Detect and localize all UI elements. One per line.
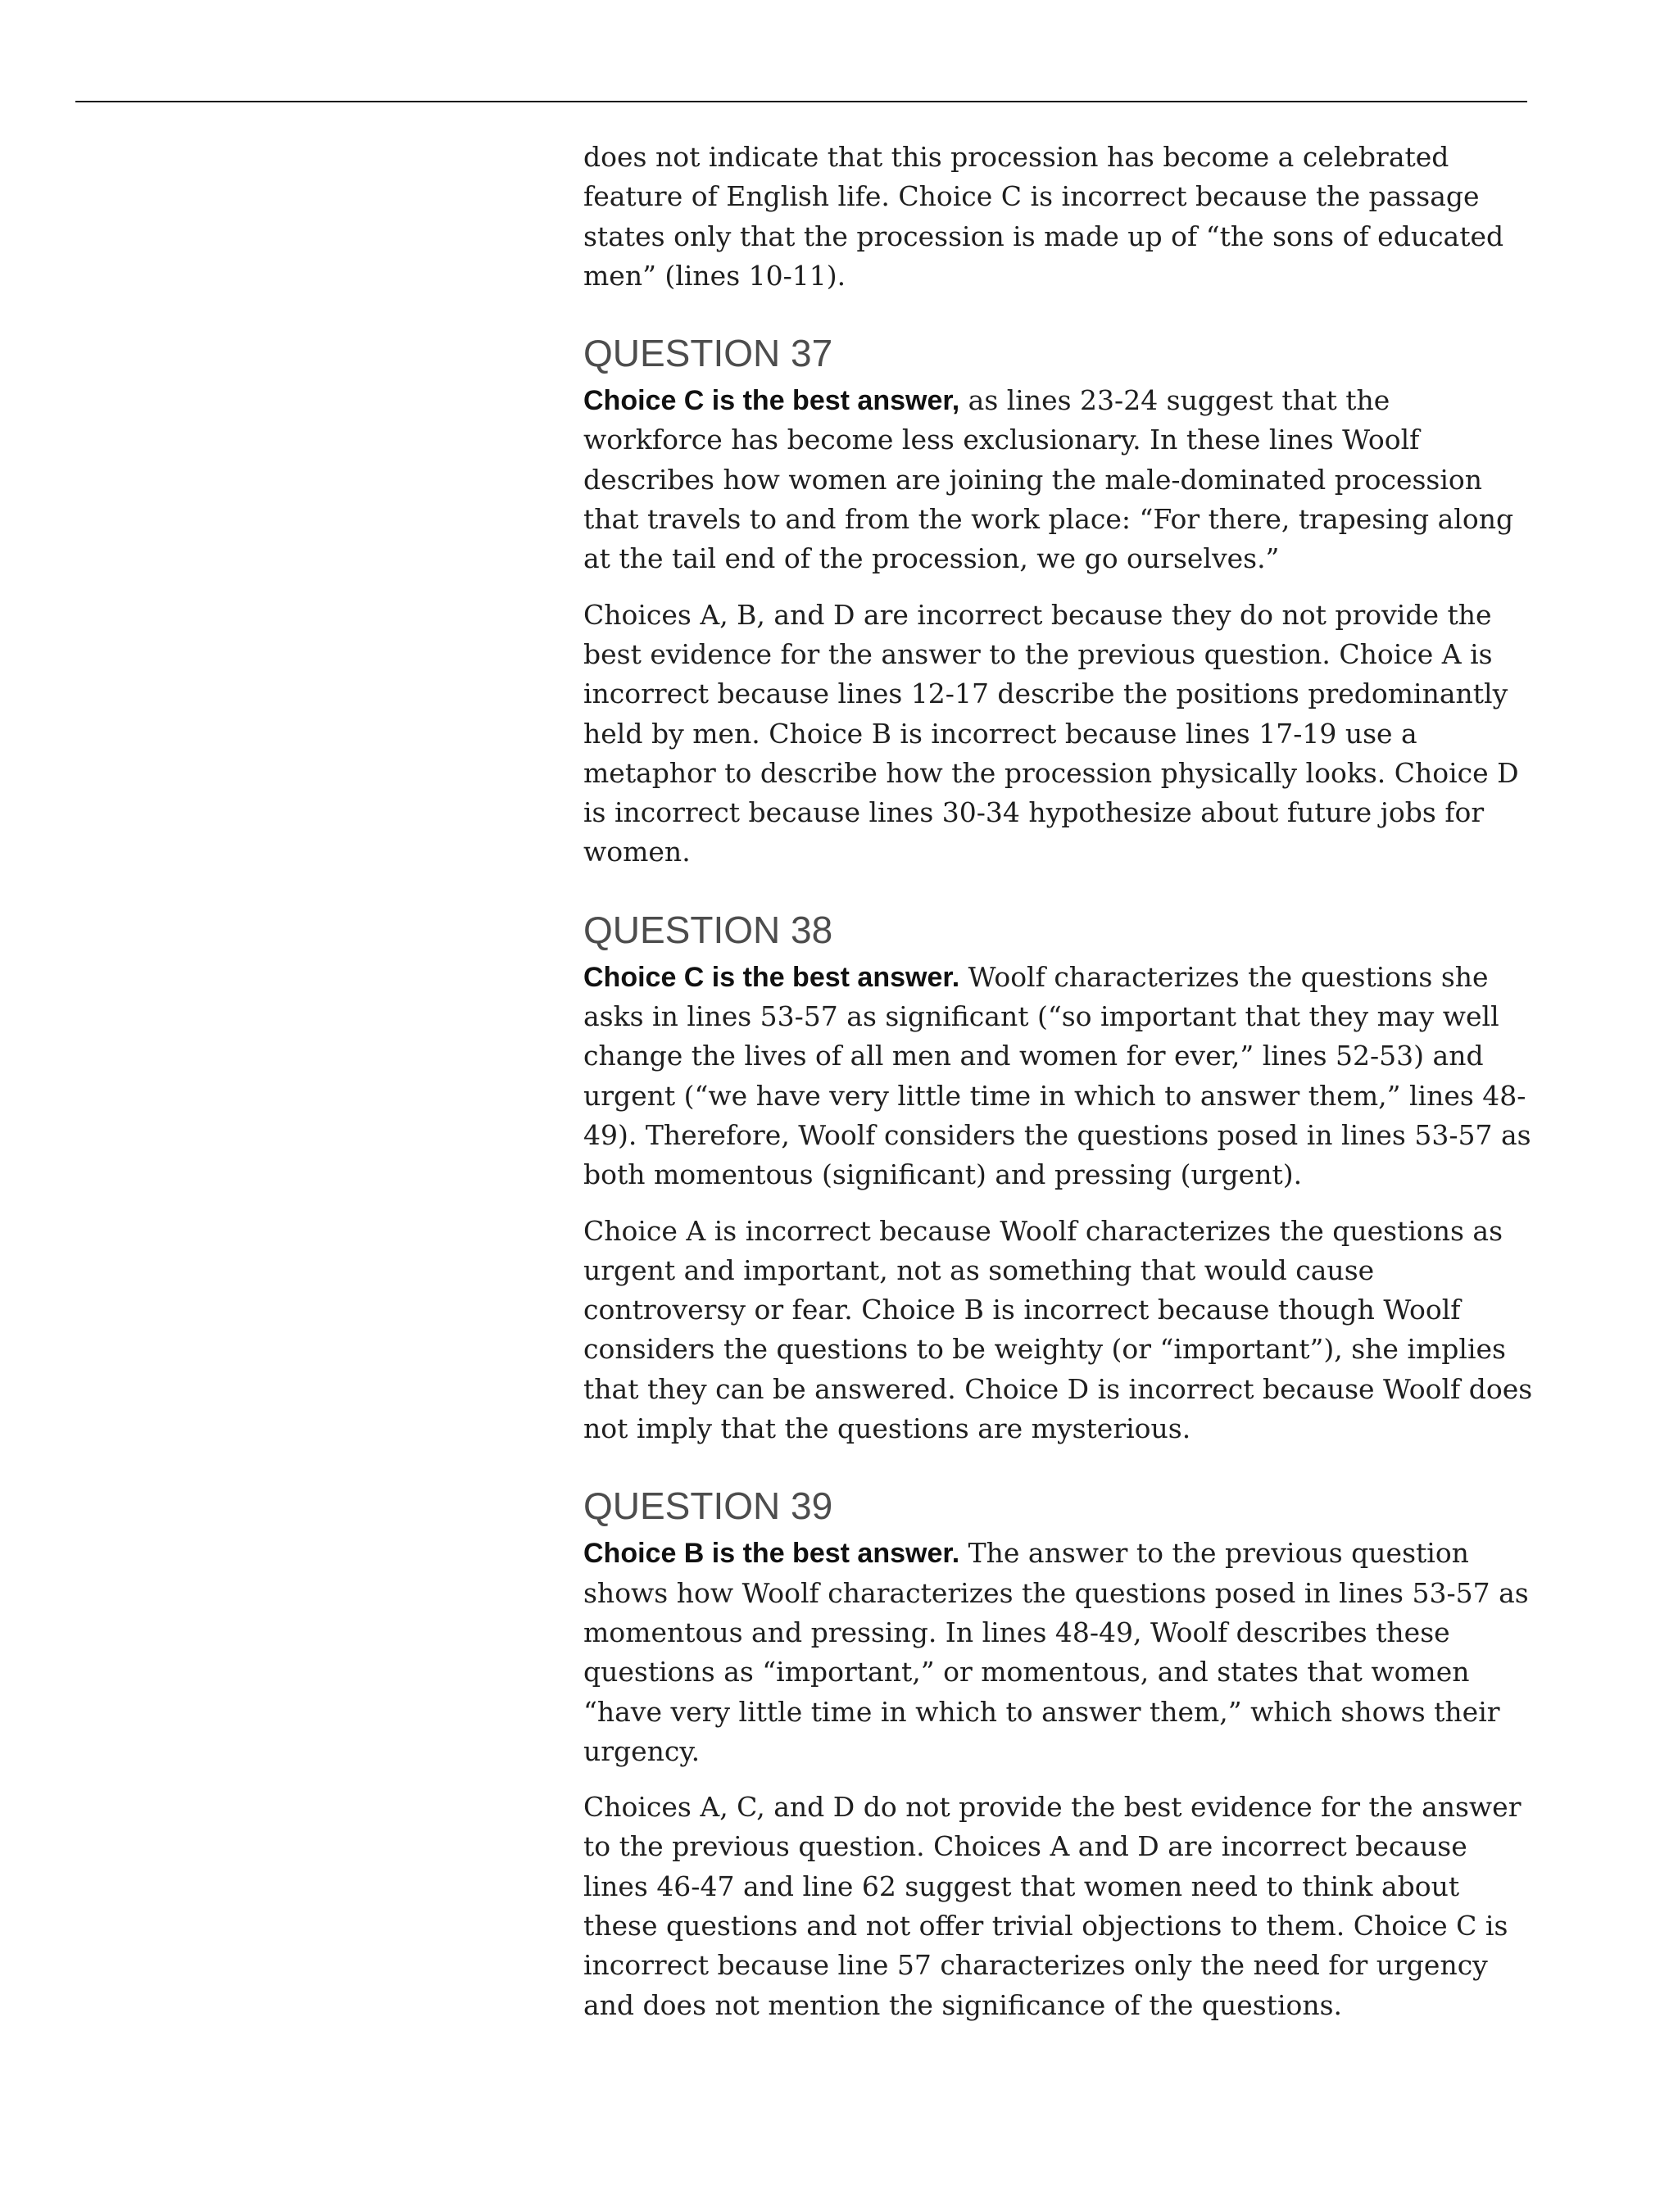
- top-rule: [75, 101, 1527, 102]
- question-38-section: [583, 907, 1534, 1449]
- question-38-heading: QUESTION 38: [583, 908, 833, 951]
- question-39-answer-text: The answer to the previous question shows how Woolf characterizes the questions posed in lines 53-57 as momentous and pressing. In lines 48-49, Woolf describes these questions as “important,” or momentous, and states that women “have very little time in which to answer them,” which shows their urgency.: [583, 1537, 1529, 1767]
- question-37-answer: [583, 381, 1534, 578]
- question-37-answer-text: as lines 23-24 suggest that the workforce has become less exclusionary. In these lines Woolf describes how women are joining the male-dominated procession that travels to and from the work place: “For there, trapesing along at the tail end of the procession, we go ourselves.”: [583, 384, 1514, 575]
- question-39-answer-lead: Choice B is the best answer.: [583, 1538, 960, 1570]
- question-39-explanation: Choices A, C, and D do not provide the best evidence for the answer to the previous question. Choices A and D are incorrect because lines 46-47 and line 62 suggest that women need to think about these questions and not offer trivial objections to them. Choice C is incorrect because line 57 characterizes only the need for urgency and does not mention the significance of the questions.: [583, 1791, 1522, 2021]
- question-37-heading: QUESTION 37: [583, 332, 833, 375]
- intro-paragraph: does not indicate that this procession has become a celebrated feature of English life. Choice C is incorrect because the passage states only that the procession is made up of “the sons of educated men” (lines 10-11).: [583, 141, 1504, 292]
- question-38-explanation: Choice A is incorrect because Woolf characterizes the questions as urgent and important, not as something that would cause controversy or fear. Choice B is incorrect because though Woolf considers the questions to be weighty (or “important”), she implies that they can be answered. Choice D is incorrect because Woolf does not imply that the questions are mysterious.: [583, 1214, 1533, 1445]
- question-38-answer: [583, 958, 1534, 1195]
- answer-explanations: [583, 138, 1534, 2042]
- question-38-answer-text: Woolf characterizes the questions she asks in lines 53-57 as significant (“so important that they may well change the lives of all men and women for ever,” lines 52-53) and urgent (“we have very little time in which to answer them,” lines 48-49). Therefore, Woolf considers the questions posed in lines 53-57 as both momentous (significant) and pressing (urgent).: [583, 960, 1531, 1191]
- question-38-answer-lead: Choice C is the best answer.: [583, 961, 960, 993]
- question-39-section: [583, 1483, 1534, 2025]
- question-37-answer-lead: Choice C is the best answer,: [583, 385, 960, 417]
- question-39-answer: [583, 1534, 1534, 1771]
- question-39-heading: QUESTION 39: [583, 1484, 833, 1528]
- question-37-explanation: Choices A, B, and D are incorrect because they do not provide the best evidence for the answer to the previous question. Choice A is incorrect because lines 12-17 describe the positions predominantly held by men. Choice B is incorrect because lines 17-19 use a metaphor to describe how the procession physically looks. Choice D is incorrect because lines 30-34 hypothesize about future jobs for women.: [583, 598, 1519, 868]
- question-37-section: [583, 330, 1534, 873]
